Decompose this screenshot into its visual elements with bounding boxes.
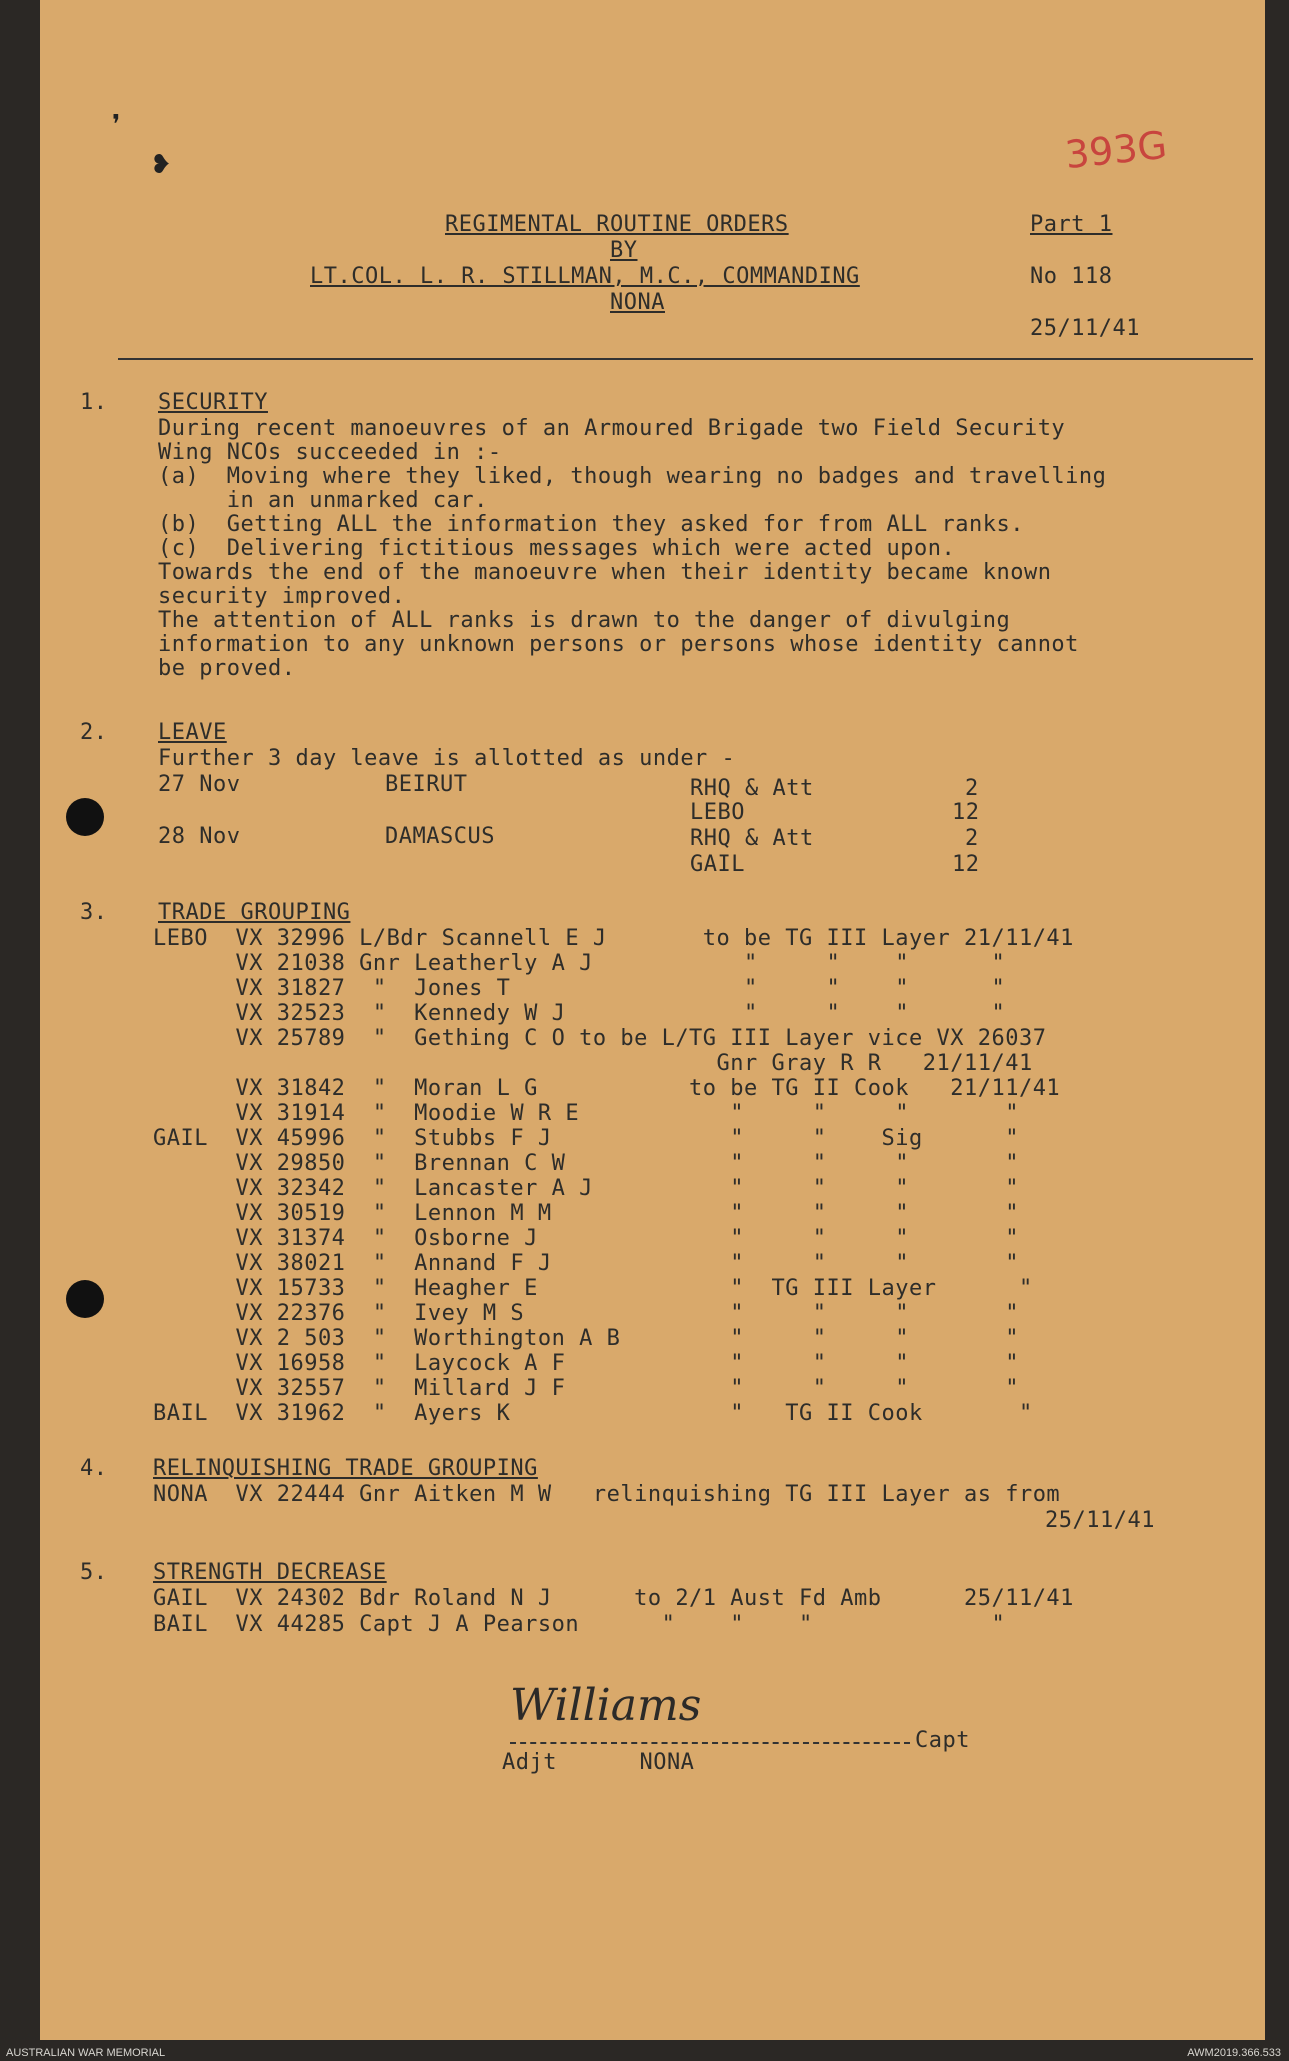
leave-count: 12 [952, 800, 980, 825]
list-item: VX 31914 " Moodie W R E " " " " [153, 1101, 1019, 1126]
list-item: VX 22376 " Ivey M S " " " " [153, 1301, 1019, 1326]
leave-count: 2 [965, 826, 979, 851]
leave-count: 12 [952, 852, 980, 877]
signature: Williams [510, 1680, 702, 1731]
strength-line: GAIL VX 24302 Bdr Roland N J to 2/1 Aust Fd Amb 25/11/41 [153, 1586, 1074, 1611]
leave-place: BEIRUT [385, 772, 468, 797]
relinquish-line: NONA VX 22444 Gnr Aitken M W relinquishing TG III Layer as from [153, 1482, 1061, 1507]
body-line: be proved. [158, 656, 296, 681]
header-date: 25/11/41 [1030, 316, 1140, 341]
header-title-line-1: REGIMENTAL ROUTINE ORDERS [445, 212, 789, 237]
leave-intro: Further 3 day leave is allotted as under - [158, 746, 736, 771]
body-line: Wing NCOs succeeded in :- [158, 440, 502, 465]
header-title-line-3: LT.COL. L. R. STILLMAN, M.C., COMMANDING [310, 264, 860, 289]
body-line: in an unmarked car. [158, 488, 488, 513]
relinquish-date: 25/11/41 [1045, 1508, 1155, 1533]
document-sheet [40, 0, 1265, 2040]
body-line: The attention of ALL ranks is drawn to the danger of divulging [158, 608, 1011, 633]
list-item: LEBO VX 32996 L/Bdr Scannell E J to be TG III Layer 21/11/41 [153, 926, 1074, 951]
section-1-heading: SECURITY [158, 390, 268, 415]
section-3-number: 3. [80, 900, 108, 925]
header-title-line-2: BY [610, 238, 638, 263]
body-line: During recent manoeuvres of an Armoured Brigade two Field Security [158, 416, 1066, 441]
leave-count: 2 [965, 776, 979, 801]
leave-unit: GAIL [690, 852, 745, 877]
list-item: VX 32342 " Lancaster A J " " " " [153, 1176, 1019, 1201]
list-item: VX 15733 " Heagher E " TG III Layer " [153, 1276, 1033, 1301]
section-1-number: 1. [80, 390, 108, 415]
section-2-number: 2. [80, 720, 108, 745]
list-item: VX 21038 Gnr Leatherly A J " " " " [153, 951, 1006, 976]
header-rule [118, 358, 1253, 360]
signature-title: Adjt NONA [502, 1750, 695, 1775]
signature-rank: Capt [915, 1728, 970, 1753]
list-item: BAIL VX 31962 " Ayers K " TG II Cook " [153, 1401, 1033, 1426]
header-title-line-4: NONA [610, 290, 665, 315]
punch-hole [66, 1280, 104, 1318]
body-line: security improved. [158, 584, 406, 609]
punch-hole [66, 798, 104, 836]
list-item: VX 32557 " Millard J F " " " " [153, 1376, 1019, 1401]
leave-date: 28 Nov [158, 824, 241, 849]
reference-number: 393G [1062, 122, 1170, 178]
footer-left: AUSTRALIAN WAR MEMORIAL [6, 2047, 166, 2059]
ink-mark: ❜ [112, 110, 121, 140]
list-item: VX 38021 " Annand F J " " " " [153, 1251, 1019, 1276]
body-line: (b) Getting ALL the information they asked for from ALL ranks. [158, 512, 1024, 537]
strength-line: BAIL VX 44285 Capt J A Pearson " " " " [153, 1612, 1006, 1637]
list-item: VX 25789 " Gething C O to be L/TG III Layer vice VX 26037 [153, 1026, 1047, 1051]
list-item: VX 32523 " Kennedy W J " " " " [153, 1001, 1006, 1026]
header-part: Part 1 [1030, 212, 1113, 237]
list-item: VX 2 503 " Worthington A B " " " " [153, 1326, 1019, 1351]
header-number: No 118 [1030, 264, 1113, 289]
leave-unit: RHQ & Att [690, 826, 814, 851]
leave-place: DAMASCUS [385, 824, 495, 849]
signature-line [510, 1742, 910, 1746]
ink-mark: ❥ [150, 150, 172, 180]
footer-right: AWM2019.366.533 [1187, 2047, 1281, 2059]
list-item: VX 31842 " Moran L G to be TG II Cook 21/11/41 [153, 1076, 1061, 1101]
list-item: VX 16958 " Laycock A F " " " " [153, 1351, 1019, 1376]
list-item: VX 31374 " Osborne J " " " " [153, 1226, 1019, 1251]
body-line: (c) Delivering fictitious messages which were acted upon. [158, 536, 956, 561]
list-item: VX 30519 " Lennon M M " " " " [153, 1201, 1019, 1226]
list-item: VX 31827 " Jones T " " " " [153, 976, 1006, 1001]
section-4-heading: RELINQUISHING TRADE GROUPING [153, 1456, 538, 1481]
section-2-heading: LEAVE [158, 720, 227, 745]
list-item: VX 29850 " Brennan C W " " " " [153, 1151, 1019, 1176]
section-3-heading: TRADE GROUPING [158, 900, 351, 925]
section-5-number: 5. [80, 1560, 108, 1585]
body-line: information to any unknown persons or persons whose identity cannot [158, 632, 1079, 657]
leave-unit: LEBO [690, 800, 745, 825]
list-item: Gnr Gray R R 21/11/41 [153, 1051, 1033, 1076]
list-item: GAIL VX 45996 " Stubbs F J " " Sig " [153, 1126, 1019, 1151]
body-line: Towards the end of the manoeuvre when their identity became known [158, 560, 1052, 585]
leave-unit: RHQ & Att [690, 776, 814, 801]
leave-date: 27 Nov [158, 772, 241, 797]
section-4-number: 4. [80, 1456, 108, 1481]
body-line: (a) Moving where they liked, though wearing no badges and travelling [158, 464, 1107, 489]
section-5-heading: STRENGTH DECREASE [153, 1560, 387, 1585]
